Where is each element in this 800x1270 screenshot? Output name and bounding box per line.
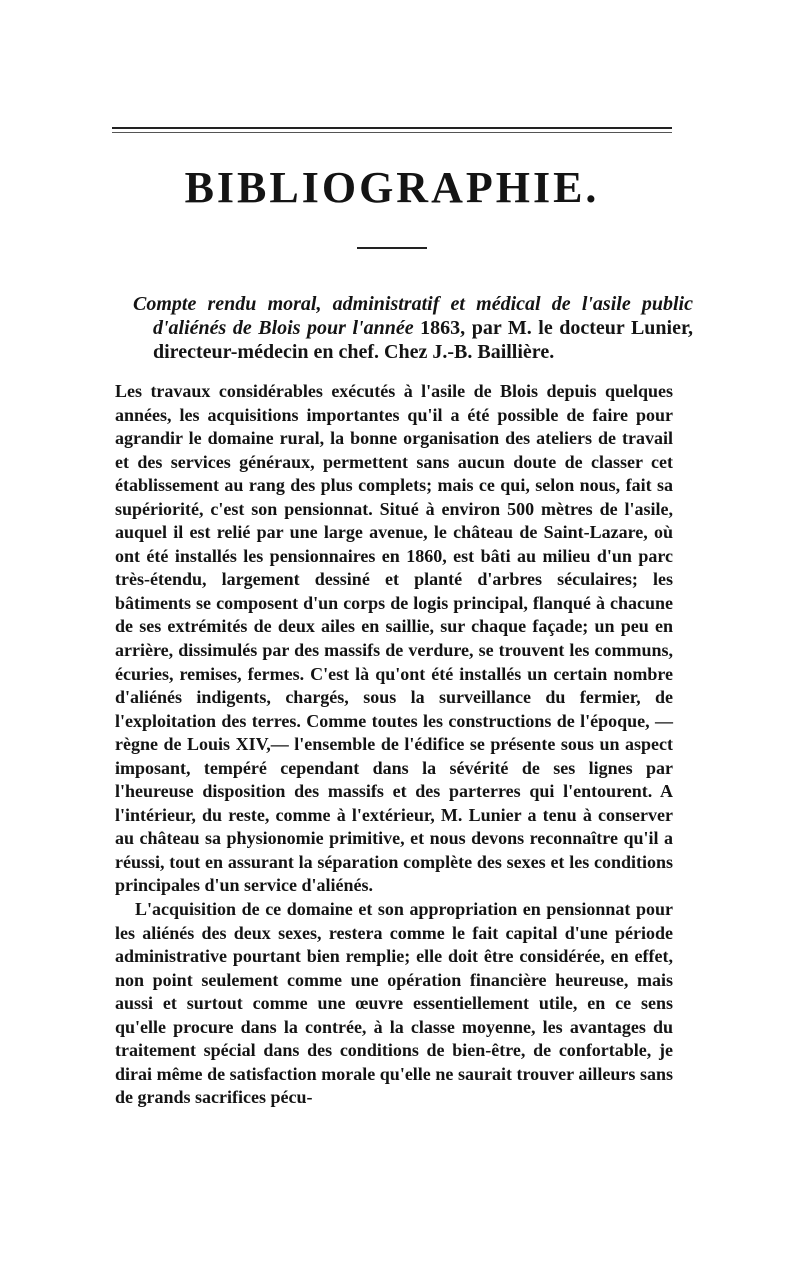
citation-author: , par M. le docteur Lunier, directeur-médecin en chef. Chez J.-B. Baillière. — [153, 317, 694, 363]
body-paragraph-2: L'acquisition de ce domaine et son appropriation en pensionnat pour les aliénés des deux sexes, restera comme le fait capital d'une période administrative pourtant bien remplie; elle doit être considérée, en effet, non point seulement comme une opération financière heureuse, mais aussi et surtout comme une œuvre essentiellement utile, en ce sens qu'elle procure dans la contrée, à la classe moyenne, les avantages du traitement spécial dans des conditions de bien-être, de confortable, je dirai même de satisfaction morale qu'elle ne saurait trouver ailleurs sans de grands sacrifices pécu- — [115, 899, 673, 1108]
body-paragraph-1: Les travaux considérables exécutés à l'asile de Blois depuis quelques années, les acquisitions importantes qu'il a été possible de faire pour agrandir le domaine rural, la bonne organisation des ateliers de travail et des services généraux, permettent sans aucun doute de classer cet établissement au rang des plus complets; mais ce qui, selon nous, fait sa supériorité, c'est son pensionnat. Situé à environ 500 mètres de l'asile, auquel il est relié par une large avenue, le château de Saint-Lazare, où ont été installés les pensionnaires en 1860, est bâti au milieu d'un parc très-étendu, largement dessiné et planté d'arbres séculaires; les bâtiments se composent d'un corps de logis principal, flanqué à chacune de ses extrémités de deux ailes en saillie, sur chaque façade; un peu en arrière, dissimulés par des massifs de verdure, se trouvent les communs, écuries, remises, fermes. C'est là qu'ont été installés un certain nombre d'aliénés indigents, chargés, sous la surveillance du fermier, de l'exploitation des terres. Comme toutes les constructions de l'époque, — règne de Louis XIV,— l'ensemble de l'édifice se présente sous un aspect imposant, tempéré cependant dans la sévérité de ses lignes par l'heureuse disposition des massifs et des parterres qui l'entourent. A l'intérieur, du reste, comme à l'extérieur, M. Lunier a tenu à conserver au château sa physionomie primitive, et nous devons reconnaître qu'il a réussi, tout en assurant la séparation complète des sexes et les conditions principales d'un service d'aliénés. — [115, 381, 673, 896]
review-body — [115, 380, 673, 1110]
top-rule — [112, 127, 672, 129]
bibliographic-citation — [133, 292, 693, 364]
citation-year: 1863 — [420, 317, 461, 339]
citation-work-title: Compte rendu moral, administratif et médical de l'asile public d'aliénés de Blois pour l'année — [133, 293, 693, 339]
page-title: BIBLIOGRAPHIE. — [184, 163, 600, 212]
title-separator-rule — [357, 247, 427, 249]
top-rule-thin — [112, 132, 672, 133]
